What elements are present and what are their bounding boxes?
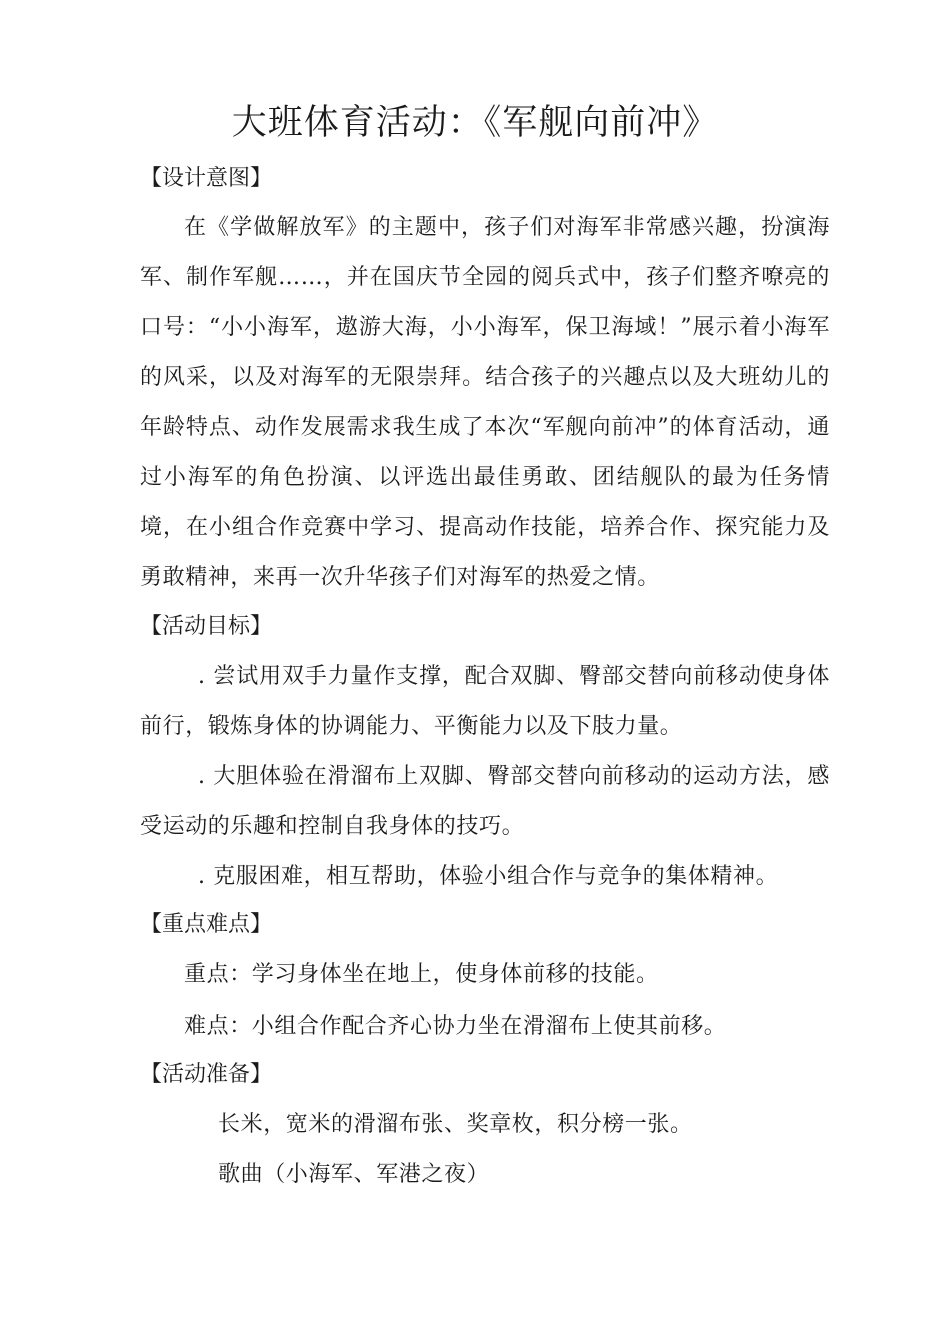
key-point-text: 重点：学习身体坐在地上，使身体前移的技能。 xyxy=(184,962,659,987)
section-heading-activity-goals: 【活动目标】 xyxy=(140,614,273,639)
goal-item-3: . 克服困难，相互帮助，体验小组合作与竞争的集体精神。 xyxy=(198,864,779,889)
section-heading-key-points: 【重点难点】 xyxy=(140,912,273,937)
preparation-item-1: 长米，宽米的滑溜布张、奖章枚，积分榜一张。 xyxy=(218,1112,693,1137)
design-intent-paragraph: 在《学做解放军》的主题中，孩子们对海军非常感兴趣，扮演海军、制作军舰……，并在国庆节全园的阅兵式中，孩子们整齐嘹亮的口号：“小小海军，遨游大海，小小海军，保卫海域！”展示着小海军的风采，以及对海军的无限崇拜。结合孩子的兴趣点以及大班幼儿的年龄特点、动作发展需求我生成了本次“军舰向前冲”的体育活动，通过小海军的角色扮演、以评选出最佳勇敢、团结舰队的最为任务情境，在小组合作竞赛中学习、提高动作技能，培养合作、探究能力及勇敢精神，来再一次升华孩子们对海军的热爱之情。 xyxy=(140,215,830,590)
preparation-item-2: 歌曲（小海军、军港之夜） xyxy=(218,1162,490,1187)
section-heading-preparation: 【活动准备】 xyxy=(140,1062,273,1087)
goal-item-2: . 大胆体验在滑溜布上双脚、臀部交替向前移动的运动方法，感受运动的乐趣和控制自我身体的技巧。 xyxy=(140,764,830,839)
document-title: 大班体育活动：《军舰向前冲》 xyxy=(231,103,719,143)
goal-item-1: . 尝试用双手力量作支撑，配合双脚、臀部交替向前移动使身体前行，锻炼身体的协调能力、平衡能力以及下肢力量。 xyxy=(140,664,830,739)
difficulty-point-text: 难点：小组合作配合齐心协力坐在滑溜布上使其前移。 xyxy=(184,1014,727,1039)
section-heading-design-intent: 【设计意图】 xyxy=(140,166,273,191)
